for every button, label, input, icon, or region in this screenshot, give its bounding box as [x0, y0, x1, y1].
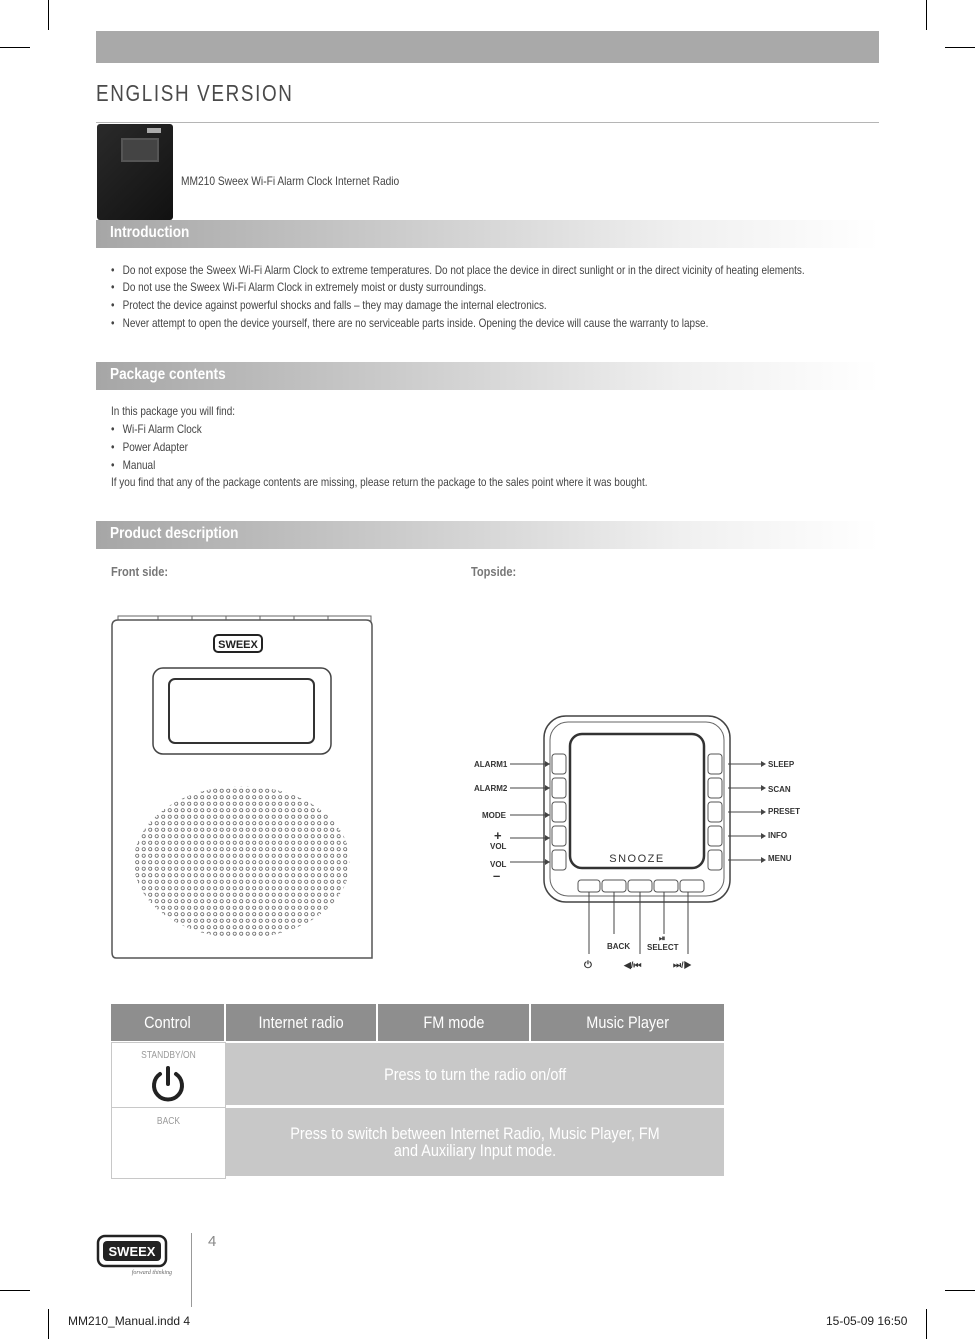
- control-name: STANDBY/ON: [141, 1050, 196, 1061]
- intro-bullet: • Never attempt to open the device yourself, there are no serviceable parts inside. Opening the device will cause the warranty to lapse.: [111, 316, 708, 330]
- title-divider: [96, 122, 879, 123]
- top-device-illustration: [470, 712, 815, 974]
- control-name: BACK: [156, 1116, 181, 1127]
- footer-logo-text: SWEEX: [108, 1244, 156, 1259]
- label-back: BACK: [607, 942, 631, 951]
- label-menu: MENU: [768, 854, 792, 863]
- package-item: • Wi-Fi Alarm Clock: [111, 422, 202, 436]
- table-header-control: Control: [111, 1004, 224, 1041]
- sweex-footer-logo: [96, 1234, 176, 1276]
- snooze-label: SNOOZE: [609, 853, 665, 865]
- next-icon: ⏭/▶: [673, 960, 692, 970]
- page-title: ENGLISH VERSION: [96, 80, 294, 106]
- label-vol-plus-sign: +: [494, 828, 502, 843]
- intro-bullet: • Do not use the Sweex Wi-Fi Alarm Clock in extremely moist or dusty surroundings.: [111, 280, 486, 294]
- label-scan: SCAN: [768, 785, 791, 794]
- top-side-label: Topside:: [471, 564, 517, 579]
- section-product-description: [96, 521, 879, 549]
- page-number: 4: [208, 1233, 217, 1250]
- prev-icon: ◀/⏮: [624, 960, 642, 970]
- label-alarm2: ALARM2: [474, 784, 508, 793]
- section-title: Product description: [110, 525, 239, 542]
- crop-mark: [926, 1309, 927, 1339]
- table-row-back-control: [111, 1107, 226, 1179]
- label-select: SELECT: [647, 943, 679, 952]
- header-bar: [96, 31, 879, 63]
- label-info: INFO: [768, 831, 788, 840]
- label-vol-down: VOL: [490, 860, 507, 869]
- label-alarm1: ALARM1: [474, 760, 508, 769]
- section-introduction: [96, 220, 879, 248]
- play-pause-icon: ⏯: [659, 934, 666, 943]
- package-intro: In this package you will find:: [111, 404, 236, 418]
- label-mode: MODE: [482, 811, 506, 820]
- label-vol-minus-sign: –: [493, 868, 501, 883]
- crop-mark: [926, 0, 927, 30]
- power-icon: ⏻: [584, 960, 592, 971]
- package-item: • Manual: [111, 458, 155, 472]
- intro-bullet: • Protect the device against powerful shocks and falls – they may damage the internal electronics.: [111, 298, 547, 312]
- table-row-standby-description: Press to turn the radio on/off: [226, 1043, 724, 1105]
- package-note: If you find that any of the package contents are missing, please return the package to the sales point where it was bought.: [111, 475, 648, 489]
- section-title: Package contents: [110, 366, 226, 383]
- crop-mark: [0, 47, 30, 48]
- slug-timestamp: 15-05-09 16:50: [826, 1314, 908, 1328]
- section-package-contents: [96, 362, 879, 390]
- crop-mark: [0, 1290, 30, 1291]
- label-preset: PRESET: [768, 807, 801, 816]
- crop-mark: [945, 1290, 975, 1291]
- table-row-standby-control: [111, 1042, 226, 1108]
- front-device-illustration: [108, 612, 376, 962]
- table-header-internet-radio: Internet radio: [226, 1004, 376, 1041]
- label-vol-up: VOL: [490, 842, 507, 851]
- crop-mark: [48, 1309, 49, 1339]
- table-header-fm-mode: FM mode: [378, 1004, 529, 1041]
- intro-bullet: • Do not expose the Sweex Wi-Fi Alarm Clock to extreme temperatures. Do not place the device in direct sunlight or in the direct vicinity of heating elements.: [111, 263, 805, 277]
- label-sleep: SLEEP: [768, 760, 795, 769]
- package-item: • Power Adapter: [111, 440, 188, 454]
- slug-filename: MM210_Manual.indd 4: [68, 1314, 191, 1328]
- crop-mark: [945, 47, 975, 48]
- product-photo: [97, 124, 173, 220]
- power-button-icon: [149, 1065, 187, 1105]
- section-title: Introduction: [110, 224, 190, 241]
- product-name: MM210 Sweex Wi-Fi Alarm Clock Internet Radio: [181, 174, 400, 188]
- footer-divider: [191, 1233, 192, 1307]
- table-header-music-player: Music Player: [531, 1004, 724, 1041]
- front-side-label: Front side:: [111, 564, 169, 579]
- front-sweex-logo: SWEEX: [218, 639, 258, 651]
- footer-tagline: forward thinking: [131, 1270, 172, 1276]
- table-row-back-description: Press to switch between Internet Radio, Music Player, FM and Auxiliary Input mode.: [226, 1108, 724, 1176]
- crop-mark: [48, 0, 49, 30]
